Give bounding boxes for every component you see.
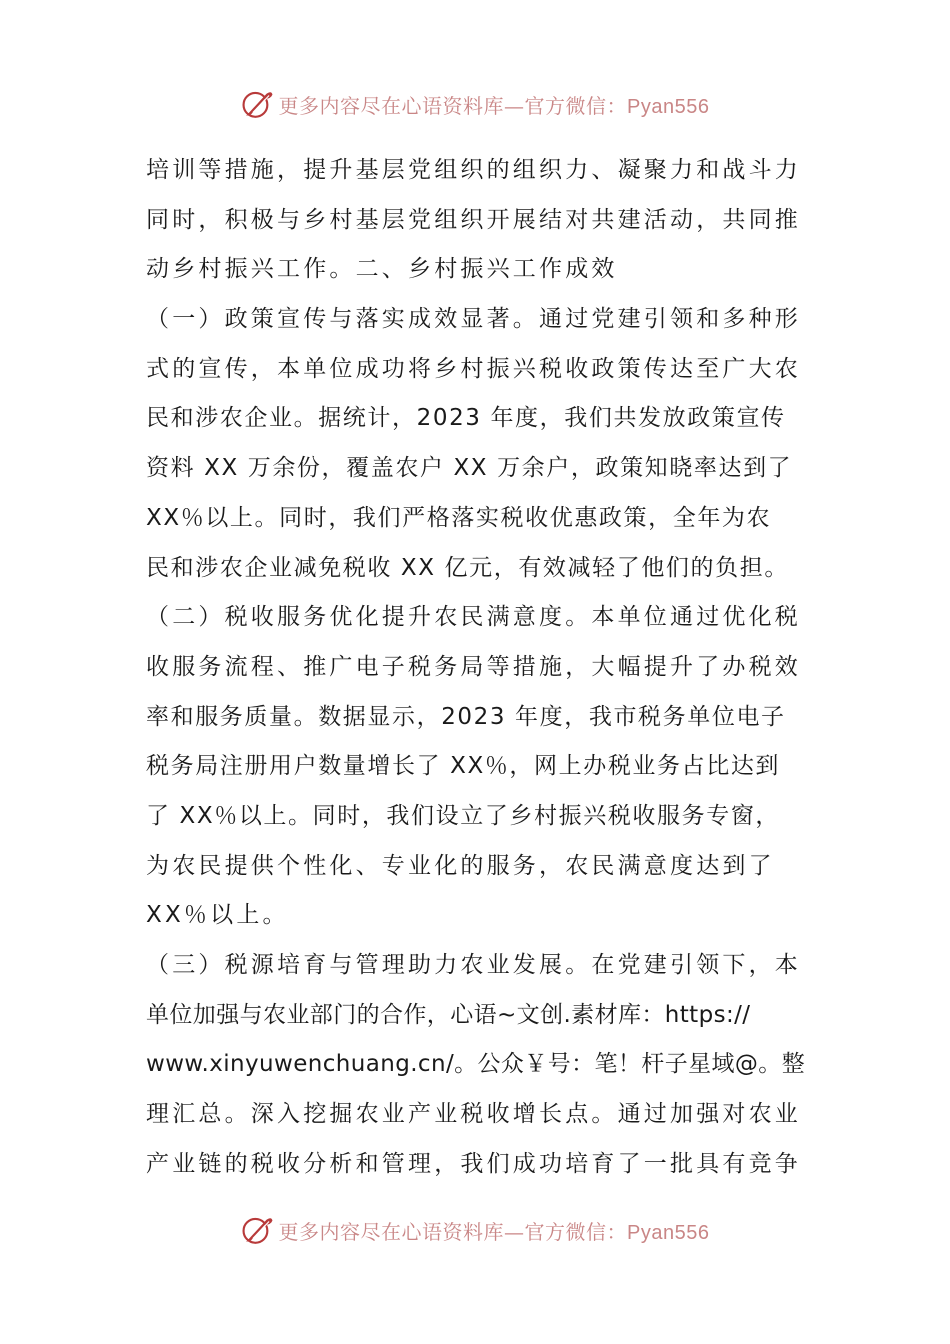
text-line: XX％以上。同时，我们严格落实税收优惠政策，全年为农 <box>146 504 772 531</box>
text-line: （二）税收服务优化提升农民满意度。本单位通过优化税 <box>146 604 801 631</box>
text-line: （三）税源培育与管理助力农业发展。在党建引领下，本 <box>146 952 801 978</box>
text-line: 培训等措施，提升基层党组织的组织力、凝聚力和战斗力 <box>146 157 801 183</box>
quill-logo-icon <box>241 1213 275 1247</box>
quill-logo-icon <box>241 87 275 121</box>
text-line: www.xinyuwenchuang.cn/。公众￥号：笔！杆子星域@。整 <box>146 1051 806 1078</box>
text-line: XX％以上。 <box>146 902 289 929</box>
header-wechat-id: Pyan556 <box>627 95 710 118</box>
text-line: 为农民提供个性化、专业化的服务，农民满意度达到了 <box>146 852 775 879</box>
text-line: 同时，积极与乡村基层党组织开展结对共建活动，共同推 <box>146 206 801 233</box>
text-line: 理汇总。深入挖掘农业产业税收增长点。通过加强对农业 <box>146 1101 801 1128</box>
text-line: （一）政策宣传与落实成效显著。通过党建引领和多种形 <box>146 306 801 333</box>
text-line: 民和涉农企业减免税收 XX 亿元，有效减轻了他们的负担。 <box>146 554 789 581</box>
text-line: 式的宣传，本单位成功将乡村振兴税收政策传达至广大农 <box>146 355 801 382</box>
text-line: 资料 XX 万余份，覆盖农户 XX 万余户，政策知晓率达到了 <box>146 455 793 482</box>
text-line: 收服务流程、推广电子税务局等措施，大幅提升了办税效 <box>146 653 801 680</box>
footer-banner-text <box>279 1216 710 1245</box>
text-line: 了 XX％以上。同时，我们设立了乡村振兴税收服务专窗， <box>146 802 781 829</box>
header-banner <box>0 84 950 124</box>
text-line: 动乡村振兴工作。二、乡村振兴工作成效 <box>146 256 618 283</box>
header-banner-text <box>279 90 710 119</box>
footer-banner-label: 更多内容尽在心语资料库—官方微信： <box>278 1219 628 1244</box>
text-line: 民和涉农企业。据统计，2023 年度，我们共发放政策宣传 <box>146 405 786 432</box>
document-body <box>146 146 810 1189</box>
text-line: 税务局注册用户数量增长了 XX％，网上办税业务占比达到 <box>146 753 781 780</box>
header-banner-label: 更多内容尽在心语资料库—官方微信： <box>278 93 628 118</box>
text-line: 单位加强与农业部门的合作，心语~文创.素材库：https:// <box>146 1001 751 1028</box>
footer-wechat-id: Pyan556 <box>627 1221 710 1244</box>
text-line: 产业链的税收分析和管理，我们成功培育了一批具有竞争 <box>146 1150 801 1177</box>
footer-banner <box>0 1210 950 1250</box>
text-line: 率和服务质量。数据显示，2023 年度，我市税务单位电子 <box>146 703 786 730</box>
